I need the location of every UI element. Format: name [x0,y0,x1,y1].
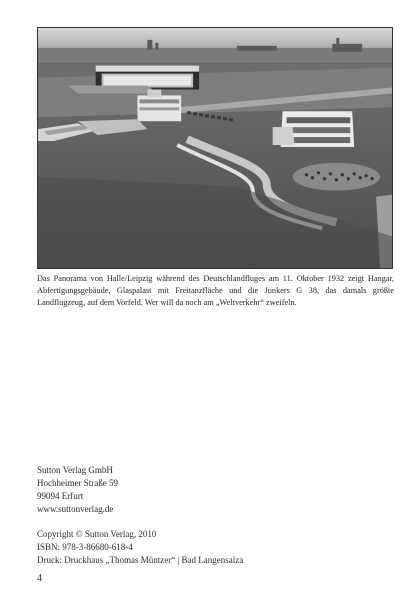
publisher-name: Sutton Verlag GmbH [37,465,113,475]
photo-caption: Das Panorama von Halle/Leipzig während des Deutschlandfluges am 11. Oktober 1932 zeigt Hangar, Abfertigungsgebäude, Glaspalast mit Freitanzfläche und die Junkers G 38, das damals größte Landflugzeug, auf dem Vorfeld. Wer will da noch am „Weltverkehr“ zweifeln. [37,274,394,307]
airport-panorama-photo [37,27,393,269]
publisher-city: 99094 Erfurt [37,491,84,501]
printer-line: Druck: Druckhaus „Thomas Müntzer“ | Bad Langensalza [37,555,244,565]
isbn-line: ISBN: 978-3-86680-618-4 [37,542,133,552]
imprint-block [37,464,367,567]
aerial-photograph [38,28,392,268]
copyright-line: Copyright © Sutton Verlag, 2010 [37,529,157,539]
publisher-street: Hochheimer Straße 59 [37,478,118,488]
publisher-website[interactable]: www.suttonverlag.de [37,504,114,514]
imprint-spacer [37,516,367,528]
page-number: 4 [37,573,42,584]
